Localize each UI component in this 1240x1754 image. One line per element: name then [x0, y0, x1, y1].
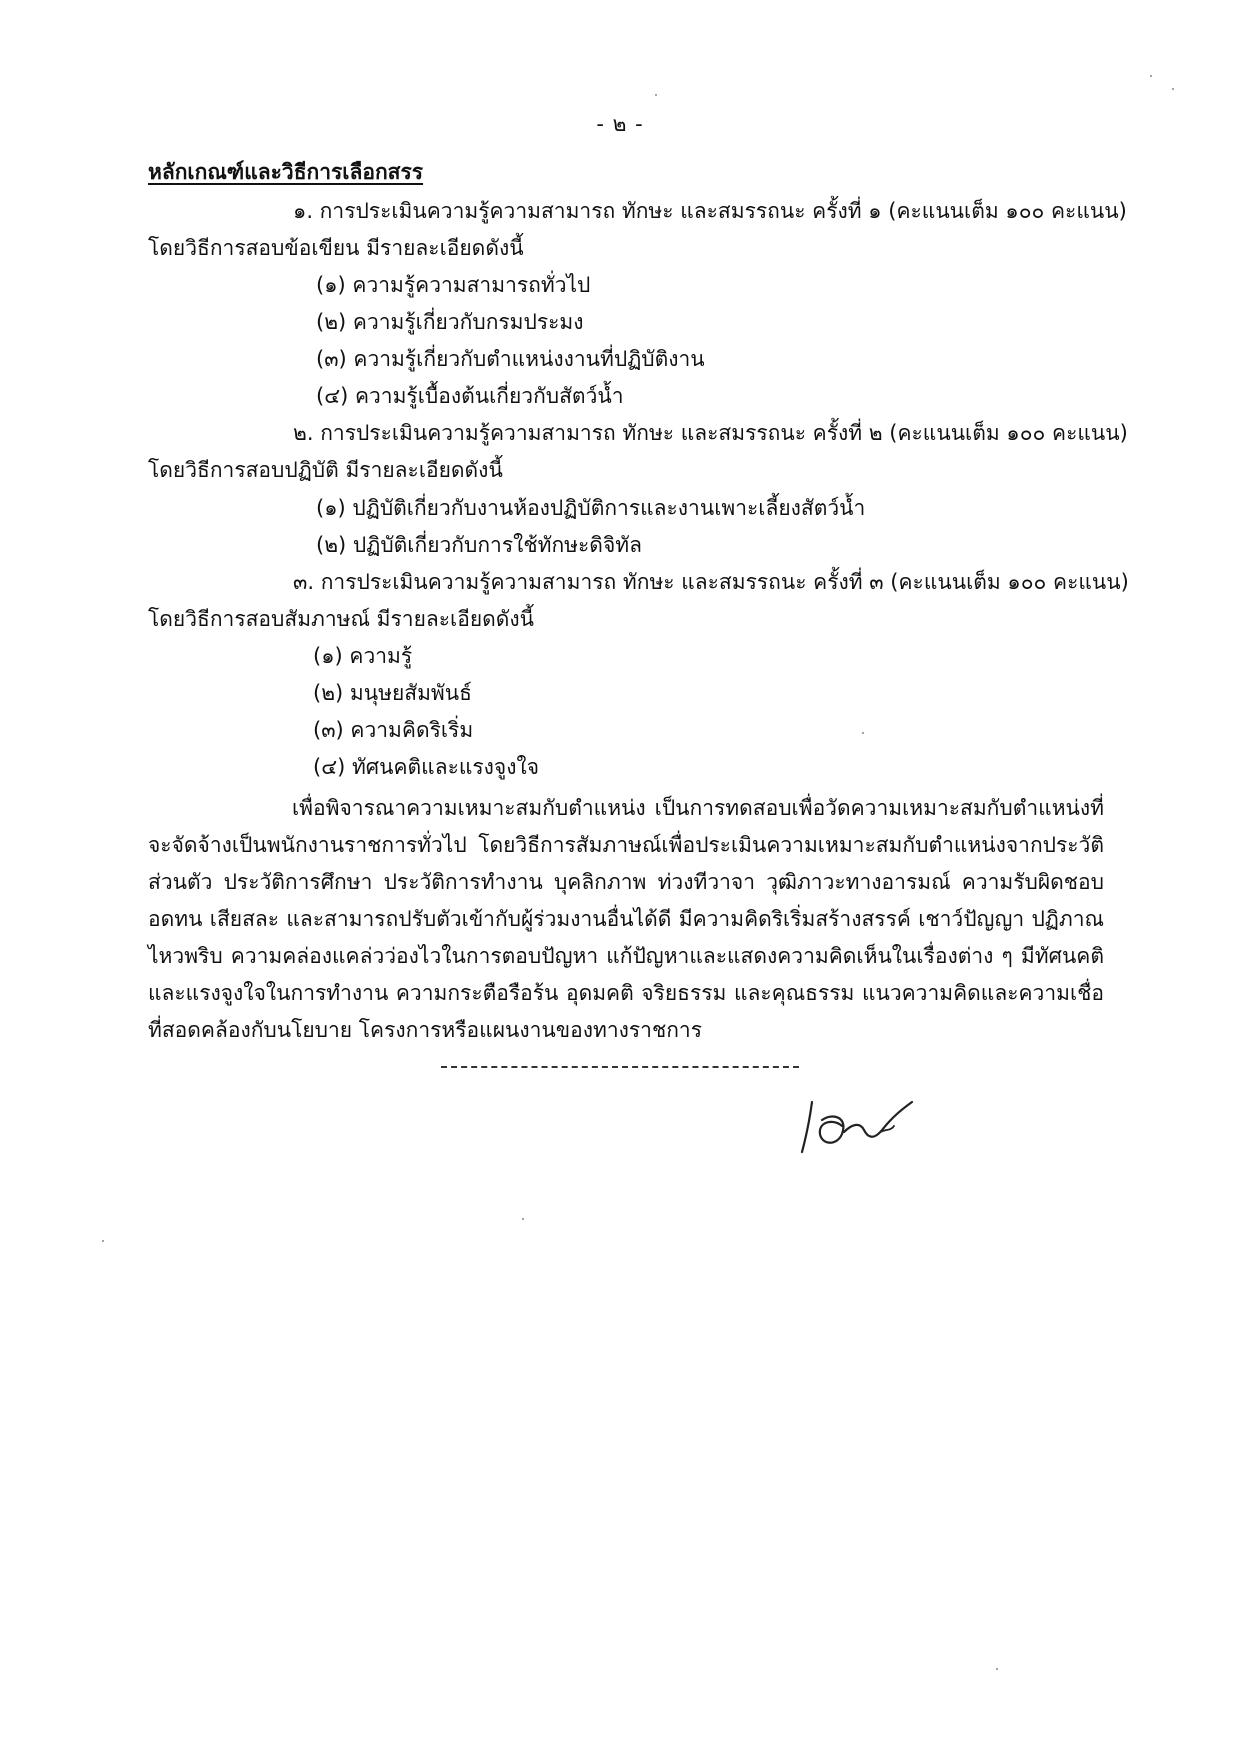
scan-speck [862, 732, 864, 734]
section3-item: (๓) ความคิดริเริ่ม [313, 718, 474, 742]
closing-paragraph: เพื่อพิจารณาความเหมาะสมกับตำแหน่ง เป็นการทดสอบเพื่อวัดความเหมาะสมกับตำแหน่งที่จะจัดจ้างเป็นพนักงานราชการทั่วไป โดยวิธีการสัมภาษณ์เพื่อประเมินความเหมาะสมกับตำแหน่งจากประวัติส่วนตัว ประวัติการศึกษา ประวัติการทำงาน บุคลิกภาพ ท่วงทีวาจา วุฒิภาวะทางอารมณ์ ความรับผิดชอบ อดทน เสียสละ และสามารถปรับตัวเข้ากับผู้ร่วมงานอื่นได้ดี มีความคิดริเริ่มสร้างสรรค์ เชาว์ปัญญา ปฏิภาณไหวพริบ ความคล่องแคล่วว่องไวในการตอบปัญหา แก้ปัญหาและแสดงความคิดเห็นในเรื่องต่าง ๆ มีทัศนคติและแรงจูงใจในการทำงาน ความกระตือรือร้น อุดมคติ จริยธรรม และคุณธรรม แนวความคิดและความเชื่อที่สอดคล้องกับนโยบาย โครงการหรือแผนงานของทางราชการ [148, 796, 1105, 1042]
section3-item: (๒) มนุษยสัมพันธ์ [313, 681, 472, 705]
section3-item: (๑) ความรู้ [313, 644, 413, 668]
section3-item: (๔) ทัศนคติและแรงจูงใจ [313, 755, 540, 779]
divider [441, 1066, 799, 1068]
section1-item: (๔) ความรู้เบื้องต้นเกี่ยวกับสัตว์น้ำ [316, 384, 624, 408]
section2-item: (๒) ปฏิบัติเกี่ยวกับการใช้ทักษะดิจิทัล [316, 533, 642, 557]
scan-speck [655, 94, 657, 96]
section3-title: ๓. การประเมินความรู้ความสามารถ ทักษะ และสมรรถนะ ครั้งที่ ๓ (คะแนนเต็ม ๑๐๐ คะแนน) [293, 570, 1129, 594]
handwritten-initials-icon [790, 1082, 930, 1162]
scan-speck [1172, 88, 1174, 90]
scan-speck [522, 1218, 524, 1220]
section2-title: ๒. การประเมินความรู้ความสามารถ ทักษะ และสมรรถนะ ครั้งที่ ๒ (คะแนนเต็ม ๑๐๐ คะแนน) [293, 421, 1128, 445]
section1-method: โดยวิธีการสอบข้อเขียน มีรายละเอียดดังนี้ [148, 236, 524, 260]
scan-speck [1150, 75, 1152, 77]
section2-method: โดยวิธีการสอบปฏิบัติ มีรายละเอียดดังนี้ [148, 458, 503, 482]
section1-item: (๑) ความรู้ความสามารถทั่วไป [316, 273, 591, 297]
section2-item: (๑) ปฏิบัติเกี่ยวกับงานห้องปฏิบัติการและงานเพาะเลี้ยงสัตว์น้ำ [316, 496, 866, 520]
section3-method: โดยวิธีการสอบสัมภาษณ์ มีรายละเอียดดังนี้ [148, 607, 535, 631]
page-number: - ๒ - [596, 112, 644, 136]
section-heading: หลักเกณฑ์และวิธีการเลือกสรร [148, 160, 424, 184]
section1-item: (๒) ความรู้เกี่ยวกับกรมประมง [316, 310, 584, 334]
scan-speck [102, 1240, 104, 1242]
scan-speck [996, 1668, 998, 1670]
section1-title: ๑. การประเมินความรู้ความสามารถ ทักษะ และสมรรถนะ ครั้งที่ ๑ (คะแนนเต็ม ๑๐๐ คะแนน) [293, 199, 1127, 223]
section1-item: (๓) ความรู้เกี่ยวกับตำแหน่งงานที่ปฏิบัติงาน [316, 347, 705, 371]
